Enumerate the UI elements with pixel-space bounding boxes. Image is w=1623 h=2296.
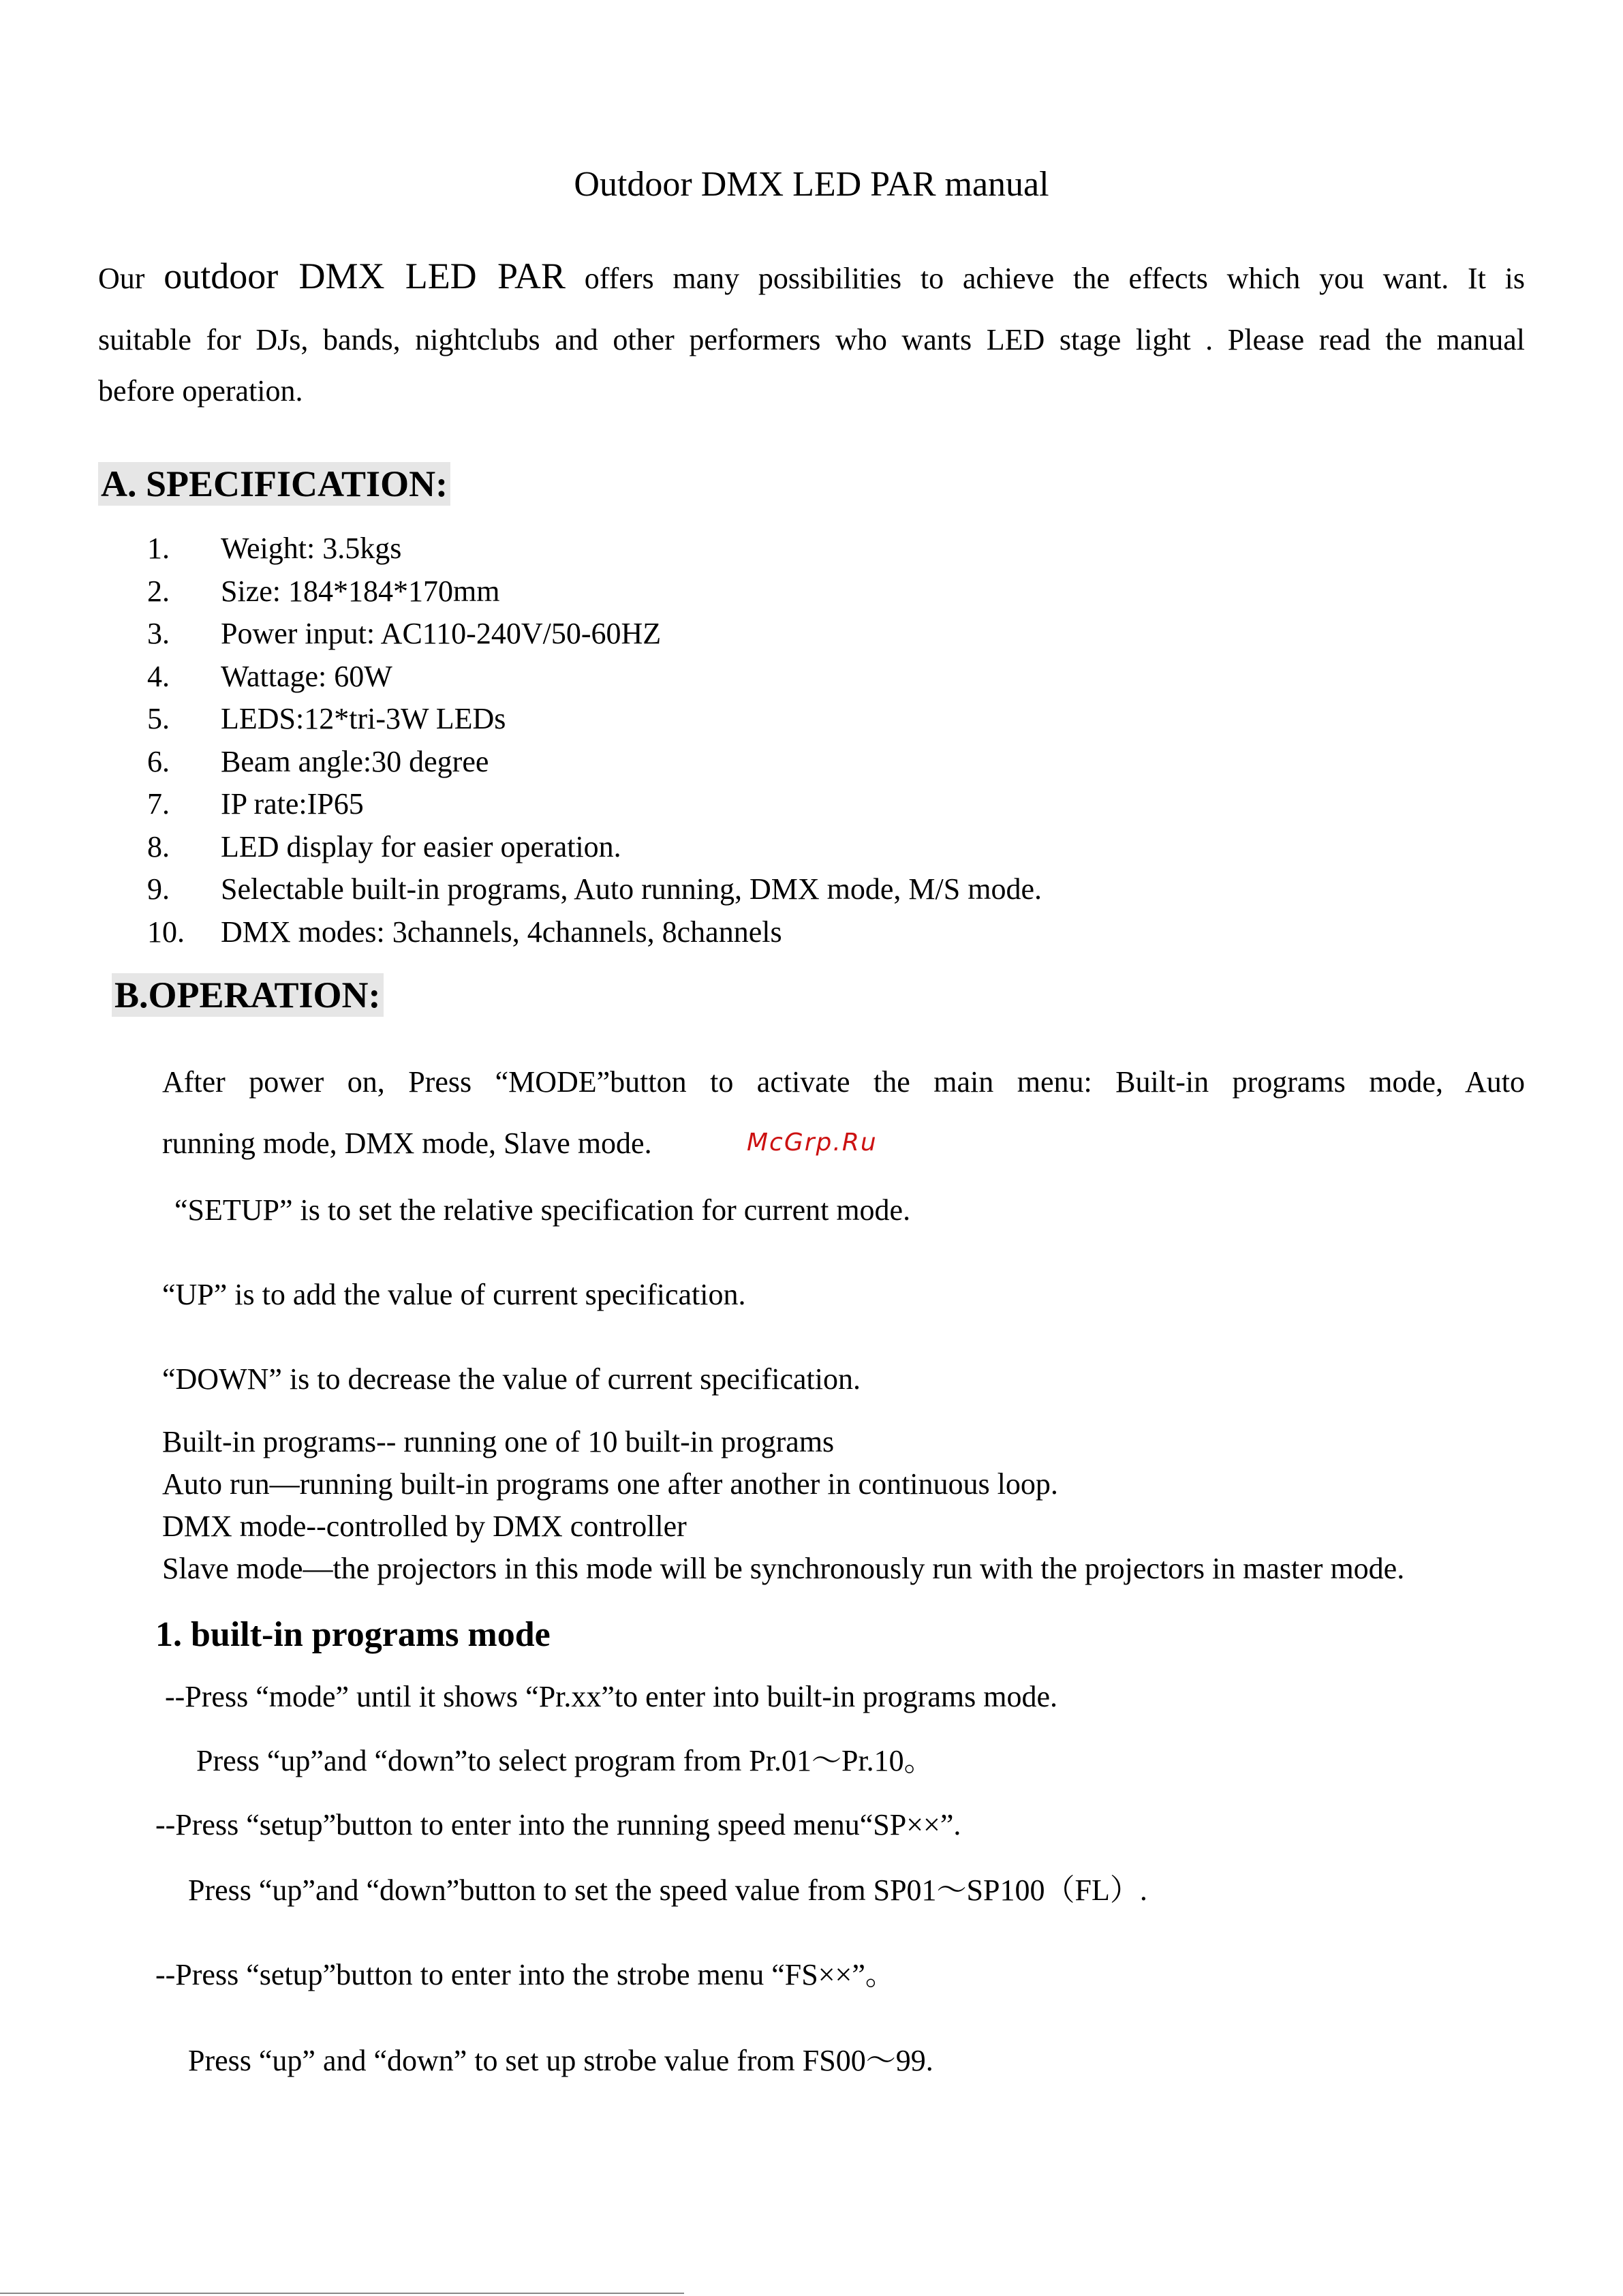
footer-rule (0, 2293, 684, 2294)
builtin-step: Press “up”and “down”button to set the speed value from SP01～SP100（FL）. (188, 1873, 1147, 1907)
list-item: 4. Wattage: 60W (147, 659, 392, 693)
page-title: Outdoor DMX LED PAR manual (574, 165, 1049, 204)
specification-list (147, 527, 1042, 953)
list-item: 3. Power input: AC110-240V/50-60HZ (147, 617, 662, 650)
intro-line-2: suitable for DJs, bands, nightclubs and other performers who wants LED stage light . Please read the manual (98, 323, 1525, 356)
intro-product-name: outdoor DMX LED PAR (164, 256, 566, 296)
list-item: 1. Weight: 3.5kgs (147, 532, 402, 565)
list-item: 7. IP rate:IP65 (147, 787, 364, 821)
intro-line-1 (98, 245, 1525, 309)
intro-line-1-rest: offers many possibilities to achieve the effects which you want. It is (584, 262, 1525, 295)
list-item: 8. LED display for easier operation. (147, 829, 621, 863)
setup-description: “SETUP” is to set the relative specification for current mode. (174, 1193, 911, 1227)
intro-line-3: before operation. (98, 374, 303, 408)
specification-heading: A. SPECIFICATION: (98, 462, 450, 506)
list-item: 9. Selectable built-in programs, Auto running, DMX mode, M/S mode. (147, 872, 1042, 906)
mode-auto-description: Auto run—running built-in programs one after another in continuous loop. (162, 1467, 1058, 1501)
up-description: “UP” is to add the value of current specification. (162, 1278, 746, 1311)
operation-heading: B.OPERATION: (112, 973, 384, 1017)
builtin-programs-heading: 1. built-in programs mode (155, 1615, 551, 1654)
builtin-step: --Press “setup”button to enter into the running speed menu“SP××”. (155, 1808, 961, 1841)
operation-paragraph-line-2: running mode, DMX mode, Slave mode. (162, 1127, 652, 1160)
intro-word-our: Our (98, 262, 145, 295)
builtin-step: --Press “mode” until it shows “Pr.xx”to enter into built-in programs mode. (165, 1680, 1058, 1713)
list-item: 2. Size: 184*184*170mm (147, 574, 500, 608)
builtin-step: Press “up” and “down” to set up strobe value from FS00～99. (188, 2044, 933, 2077)
operation-paragraph-line-1: After power on, Press “MODE”button to activate the main menu: Built-in programs mode, Auto (162, 1065, 1525, 1099)
list-item: 6. Beam angle:30 degree (147, 744, 489, 778)
list-item: 5. LEDS:12*tri-3W LEDs (147, 702, 506, 735)
mode-builtin-description: Built-in programs-- running one of 10 built-in programs (162, 1425, 835, 1458)
watermark: McGrp.Ru (747, 1129, 878, 1157)
builtin-step: Press “up”and “down”to select program from Pr.01～Pr.10。 (196, 1744, 934, 1777)
mode-dmx-description: DMX mode--controlled by DMX controller (162, 1510, 687, 1543)
down-description: “DOWN” is to decrease the value of current specification. (162, 1362, 861, 1396)
mode-slave-description: Slave mode—the projectors in this mode will be synchronously run with the projectors in master mode. (162, 1552, 1405, 1585)
list-item: 10. DMX modes: 3channels, 4channels, 8channels (147, 915, 782, 949)
builtin-step: --Press “setup”button to enter into the strobe menu “FS××”。 (155, 1958, 895, 1991)
intro-paragraph (98, 245, 1525, 412)
